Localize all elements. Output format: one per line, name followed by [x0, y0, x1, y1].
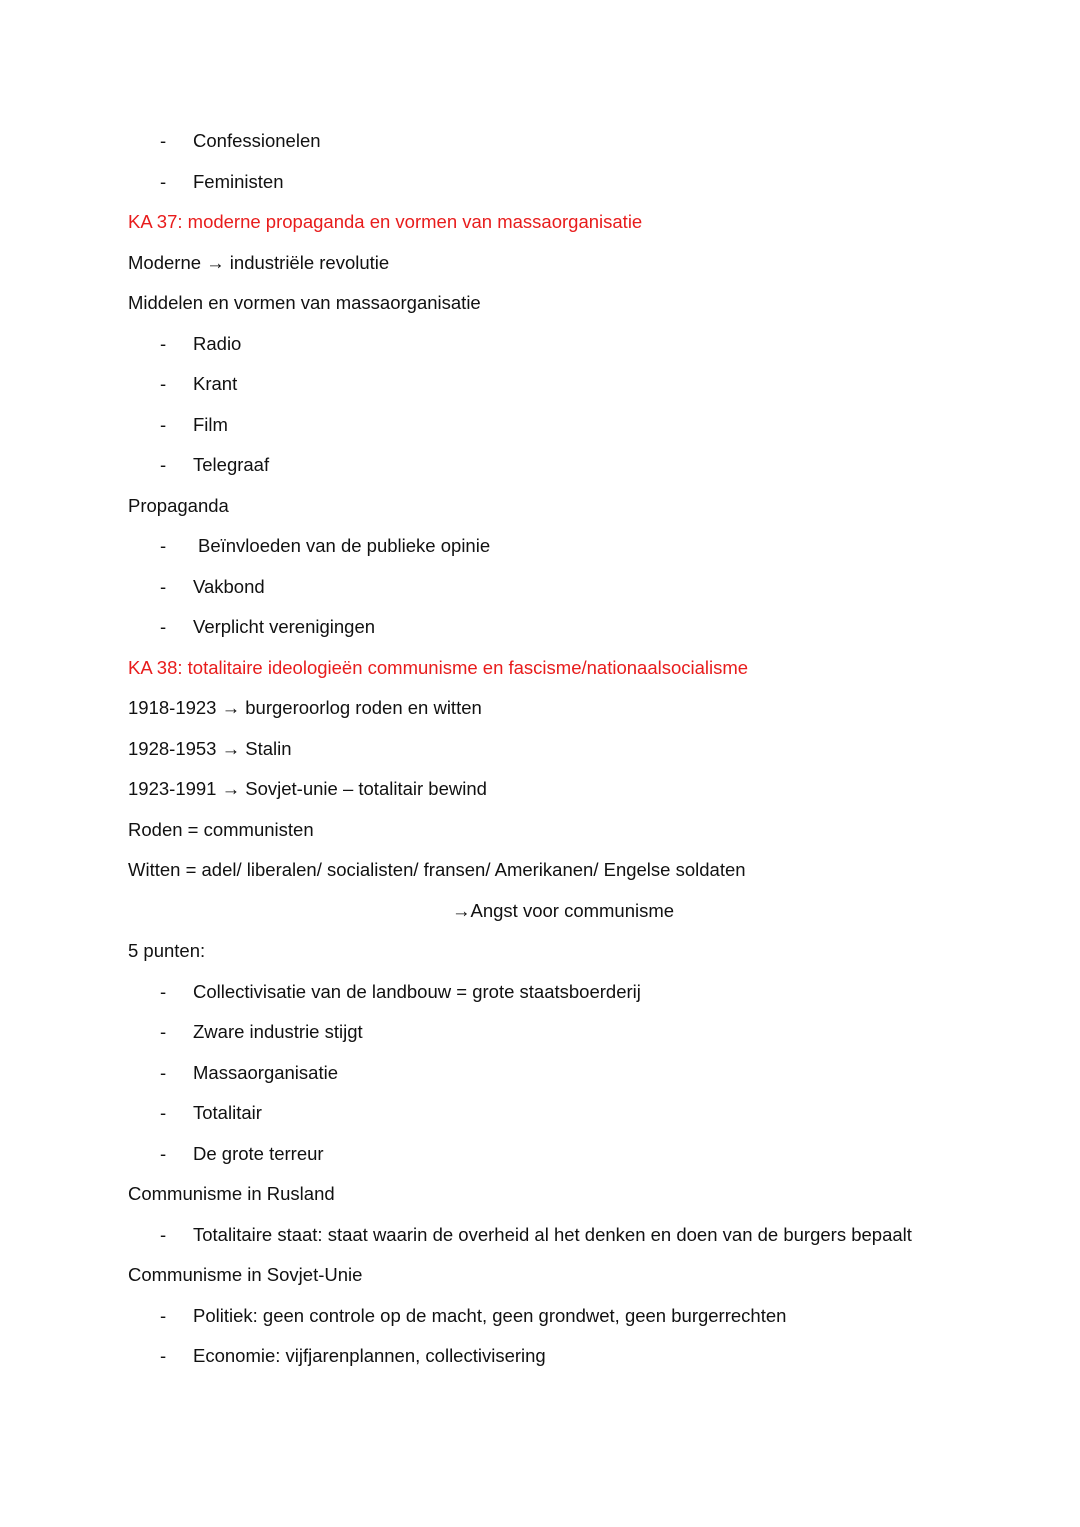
bullet-dash: - [160, 170, 167, 192]
list-item [0, 364, 1080, 405]
list-item [0, 162, 1080, 203]
list-item-text: Radio [193, 332, 242, 354]
list-item-text: Collectivisatie van de landbouw = grote staatsboerderij [193, 980, 641, 1002]
paragraph: Moderne → industriële revolutie [128, 251, 390, 273]
list-item-text: Verplicht verenigingen [193, 616, 376, 637]
list-item [0, 1012, 1080, 1053]
list-item-text: Krant [193, 373, 238, 394]
list-item-text: Zware industrie stijgt [193, 1021, 363, 1042]
bullet-dash: - [160, 1345, 167, 1366]
section-heading-ka38: KA 38: totalitaire ideologieën communisme en fascisme/nationaalsocialisme [128, 656, 749, 678]
paragraph: 1928-1953 → Stalin [128, 737, 292, 759]
list-item-text: Telegraaf [193, 454, 270, 475]
list-item [0, 972, 1080, 1013]
bullet-dash: - [160, 413, 167, 435]
bullet-dash: - [160, 130, 167, 151]
list-item [0, 1215, 1080, 1256]
paragraph: Middelen en vormen van massaorganisatie [128, 292, 481, 313]
bullet-dash: - [160, 575, 167, 597]
bullet-dash: - [160, 1142, 167, 1164]
bullet-dash: - [160, 1021, 167, 1042]
paragraph: Communisme in Rusland [128, 1183, 335, 1204]
bullet-dash: - [160, 1304, 167, 1326]
list-item-text: Economie: vijfjarenplannen, collectivisering [193, 1345, 546, 1366]
list-item [0, 567, 1080, 608]
bullet-dash: - [160, 616, 167, 637]
centered-note: →Angst voor communisme [452, 899, 675, 921]
list-item-text: Feministen [193, 170, 284, 192]
list-item [0, 526, 1080, 567]
paragraph: Witten = adel/ liberalen/ socialisten/ fransen/ Amerikanen/ Engelse soldaten [128, 859, 746, 880]
bullet-dash: - [160, 535, 167, 556]
list-item-text: Massaorganisatie [193, 1061, 338, 1083]
paragraph: Propaganda [128, 494, 229, 516]
bullet-dash: - [160, 332, 167, 354]
list-item [0, 607, 1080, 648]
section-heading-ka37: KA 37: moderne propaganda en vormen van massaorganisatie [128, 211, 643, 232]
paragraph: Communisme in Sovjet-Unie [128, 1264, 363, 1285]
bullet-dash: - [160, 1061, 167, 1083]
paragraph: Roden = communisten [128, 818, 314, 840]
list-item-text: Totalitair [193, 1102, 262, 1123]
list-item-text: Totalitaire staat: staat waarin de overheid al het denken en doen van de burgers bepaalt [193, 1223, 912, 1245]
list-item [0, 1336, 1080, 1377]
list-item [0, 1093, 1080, 1134]
bullet-dash: - [160, 373, 167, 394]
list-item-text: De grote terreur [193, 1142, 324, 1164]
list-item [0, 121, 1080, 162]
bullet-dash: - [160, 1223, 167, 1245]
list-item-text: Film [193, 413, 228, 435]
list-item-text: Beïnvloeden van de publieke opinie [198, 535, 491, 556]
paragraph: 5 punten: [128, 940, 206, 961]
list-item [0, 1053, 1080, 1094]
list-item [0, 1134, 1080, 1175]
paragraph: 1923-1991 → Sovjet-unie – totalitair bewind [128, 778, 487, 799]
list-item [0, 445, 1080, 486]
bullet-dash: - [160, 454, 167, 475]
list-item [0, 1296, 1080, 1337]
bullet-dash: - [160, 1102, 167, 1123]
bullet-dash: - [160, 980, 167, 1002]
paragraph: 1918-1923 → burgeroorlog roden en witten [128, 697, 482, 718]
list-item-text: Politiek: geen controle op de macht, geen grondwet, geen burgerrechten [193, 1304, 787, 1326]
list-item-text: Vakbond [193, 575, 265, 597]
document-page [0, 121, 1080, 1377]
list-item [0, 324, 1080, 365]
list-item [0, 405, 1080, 446]
list-item-text: Confessionelen [193, 130, 321, 151]
